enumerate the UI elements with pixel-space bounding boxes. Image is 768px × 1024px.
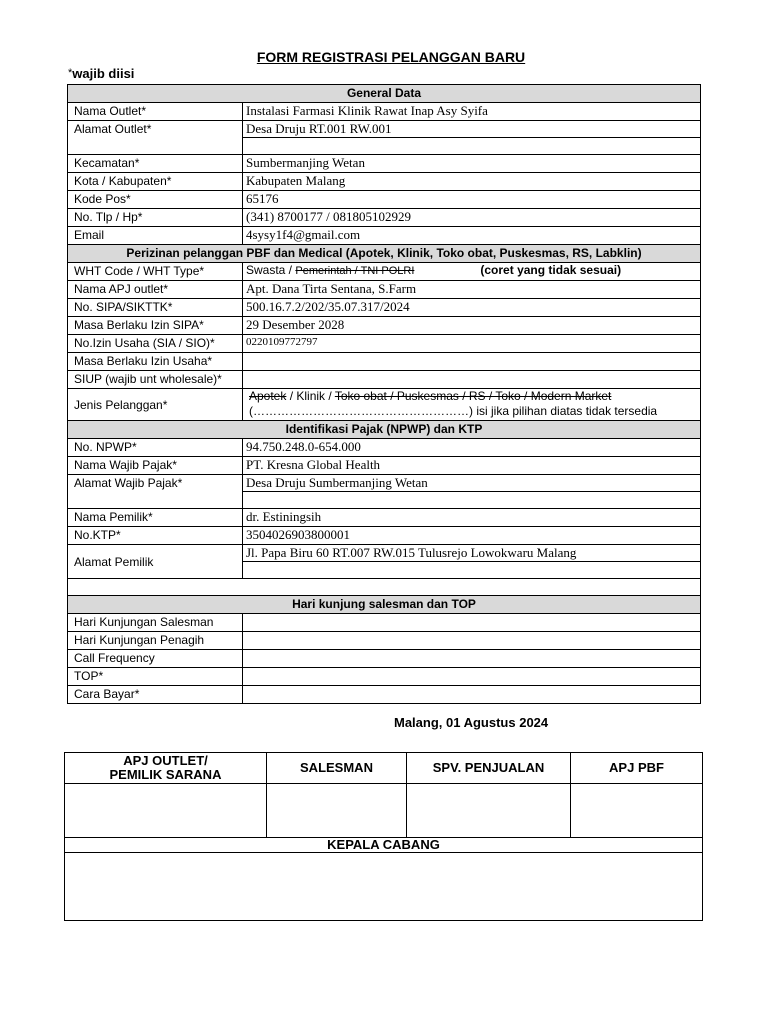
- field-kode-pos[interactable]: 65176: [243, 191, 701, 209]
- row-email: [68, 227, 701, 245]
- field-alamat-outlet[interactable]: Desa Druju RT.001 RW.001: [243, 121, 701, 138]
- field-nama-outlet[interactable]: Instalasi Farmasi Klinik Rawat Inap Asy Syifa: [243, 103, 701, 121]
- label-ktp: No.KTP*: [68, 527, 243, 545]
- field-jenis-pelanggan[interactable]: [243, 389, 701, 421]
- field-wht[interactable]: [243, 263, 701, 281]
- wht-option-pemerintah[interactable]: Pemerintah / TNI POLRI: [295, 265, 415, 277]
- sig-box-salesman[interactable]: [267, 784, 407, 838]
- field-pemilik[interactable]: dr. Estiningsih: [243, 509, 701, 527]
- label-kecamatan: Kecamatan*: [68, 155, 243, 173]
- field-masa-izin[interactable]: [243, 353, 701, 371]
- label-siup: SIUP (wajib unt wholesale)*: [68, 371, 243, 389]
- sig-header-spv: SPV. PENJUALAN: [407, 753, 571, 784]
- label-top: TOP*: [68, 668, 243, 686]
- row-jenis-pelanggan: [68, 389, 701, 421]
- section-perizinan: Perizinan pelanggan PBF dan Medical (Apotek, Klinik, Toko obat, Puskesmas, RS, Labklin): [68, 245, 701, 263]
- label-alamat-wp: Alamat Wajib Pajak*: [68, 475, 243, 509]
- wht-note: (coret yang tidak sesuai): [480, 263, 622, 277]
- row-wht: [68, 263, 701, 281]
- label-call-frequency: Call Frequency: [68, 650, 243, 668]
- label-wajib-pajak: Nama Wajib Pajak*: [68, 457, 243, 475]
- row-cara-bayar: [68, 686, 701, 704]
- field-top[interactable]: [243, 668, 701, 686]
- row-kecamatan: [68, 155, 701, 173]
- field-email[interactable]: 4sysy1f4@gmail.com: [243, 227, 701, 245]
- row-top: [68, 668, 701, 686]
- field-call-frequency[interactable]: [243, 650, 701, 668]
- row-siup: [68, 371, 701, 389]
- label-email: Email: [68, 227, 243, 245]
- label-kode-pos: Kode Pos*: [68, 191, 243, 209]
- field-masa-sipa[interactable]: 29 Desember 2028: [243, 317, 701, 335]
- row-nama-outlet: [68, 103, 701, 121]
- field-sipa[interactable]: 500.16.7.2/202/35.07.317/2024: [243, 299, 701, 317]
- row-masa-izin: [68, 353, 701, 371]
- label-hari-penagih: Hari Kunjungan Penagih: [68, 632, 243, 650]
- field-wajib-pajak[interactable]: PT. Kresna Global Health: [243, 457, 701, 475]
- field-izin-usaha[interactable]: 0220109772797: [243, 335, 701, 353]
- row-alamat-wp: [68, 475, 701, 492]
- sig-header-apj-outlet: [65, 753, 267, 784]
- field-hari-salesman[interactable]: [243, 614, 701, 632]
- field-alamat-pemilik-2[interactable]: [243, 562, 701, 579]
- label-hari-salesman: Hari Kunjungan Salesman: [68, 614, 243, 632]
- sig-apj-outlet-line1: APJ OUTLET/: [123, 753, 208, 768]
- row-spacer: [68, 579, 701, 596]
- sig-header-kepala-cabang: KEPALA CABANG: [65, 838, 703, 853]
- sig-box-apj-pbf[interactable]: [571, 784, 703, 838]
- field-apj[interactable]: Apt. Dana Tirta Sentana, S.Farm: [243, 281, 701, 299]
- jenis-option-apotek[interactable]: Apotek: [249, 389, 287, 403]
- registration-table: [67, 84, 701, 704]
- label-masa-sipa: Masa Berlaku Izin SIPA*: [68, 317, 243, 335]
- row-sipa: [68, 299, 701, 317]
- field-kota[interactable]: Kabupaten Malang: [243, 173, 701, 191]
- row-ktp: [68, 527, 701, 545]
- field-alamat-outlet-2[interactable]: [243, 138, 701, 155]
- row-wajib-pajak: [68, 457, 701, 475]
- field-hari-penagih[interactable]: [243, 632, 701, 650]
- row-kode-pos: [68, 191, 701, 209]
- label-wht: WHT Code / WHT Type*: [68, 263, 243, 281]
- label-alamat-outlet: Alamat Outlet*: [68, 121, 243, 155]
- field-siup[interactable]: [243, 371, 701, 389]
- row-apj: [68, 281, 701, 299]
- row-masa-sipa: [68, 317, 701, 335]
- label-apj: Nama APJ outlet*: [68, 281, 243, 299]
- field-npwp[interactable]: 94.750.248.0-654.000: [243, 439, 701, 457]
- field-alamat-wp[interactable]: Desa Druju Sumbermanjing Wetan: [243, 475, 701, 492]
- label-cara-bayar: Cara Bayar*: [68, 686, 243, 704]
- section-pajak: Identifikasi Pajak (NPWP) dan KTP: [68, 421, 701, 439]
- label-masa-izin: Masa Berlaku Izin Usaha*: [68, 353, 243, 371]
- sig-header-apj-pbf: APJ PBF: [571, 753, 703, 784]
- jenis-option-klinik[interactable]: / Klinik /: [286, 389, 335, 403]
- label-npwp: No. NPWP*: [68, 439, 243, 457]
- field-telp[interactable]: (341) 8700177 / 081805102929: [243, 209, 701, 227]
- row-hari-penagih: [68, 632, 701, 650]
- row-npwp: [68, 439, 701, 457]
- label-alamat-pemilik: Alamat Pemilik: [68, 545, 243, 579]
- label-izin-usaha: No.Izin Usaha (SIA / SIO)*: [68, 335, 243, 353]
- spacer-row: [68, 579, 701, 596]
- sig-box-spv[interactable]: [407, 784, 571, 838]
- label-nama-outlet: Nama Outlet*: [68, 103, 243, 121]
- label-sipa: No. SIPA/SIKTTK*: [68, 299, 243, 317]
- field-ktp[interactable]: 3504026903800001: [243, 527, 701, 545]
- row-call-frequency: [68, 650, 701, 668]
- section-general-data: General Data: [68, 85, 701, 103]
- required-note-text: wajib diisi: [72, 66, 135, 81]
- field-alamat-pemilik[interactable]: Jl. Papa Biru 60 RT.007 RW.015 Tulusrejo Lowokwaru Malang: [243, 545, 701, 562]
- required-note: [68, 66, 134, 81]
- label-kota: Kota / Kabupaten*: [68, 173, 243, 191]
- row-alamat-outlet: [68, 121, 701, 138]
- label-jenis-pelanggan: Jenis Pelanggan*: [68, 389, 243, 421]
- row-telp: [68, 209, 701, 227]
- row-hari-salesman: [68, 614, 701, 632]
- sig-apj-outlet-line2: PEMILIK SARANA: [109, 767, 222, 782]
- row-alamat-pemilik: [68, 545, 701, 562]
- sig-box-kepala-cabang[interactable]: [65, 853, 703, 921]
- jenis-option-lainnya[interactable]: Toko obat / Puskesmas / RS / Toko / Modern Market: [334, 389, 612, 403]
- signature-table: [64, 752, 703, 921]
- wht-option-swasta[interactable]: Swasta /: [246, 263, 293, 277]
- required-star: *: [68, 67, 73, 79]
- label-telp: No. Tlp / Hp*: [68, 209, 243, 227]
- field-cara-bayar[interactable]: [243, 686, 701, 704]
- row-kota: [68, 173, 701, 191]
- label-pemilik: Nama Pemilik*: [68, 509, 243, 527]
- place-date: Malang, 01 Agustus 2024: [394, 715, 549, 730]
- section-kunjungan: Hari kunjung salesman dan TOP: [68, 596, 701, 614]
- jenis-other-line[interactable]: (………………………………………………) isi jika pilihan diatas tidak tersedia: [249, 404, 658, 418]
- sig-box-apj-outlet[interactable]: [65, 784, 267, 838]
- field-kecamatan[interactable]: Sumbermanjing Wetan: [243, 155, 701, 173]
- row-izin-usaha: [68, 335, 701, 353]
- field-alamat-wp-2[interactable]: [243, 492, 701, 509]
- row-pemilik: [68, 509, 701, 527]
- sig-header-salesman: SALESMAN: [267, 753, 407, 784]
- form-title: FORM REGISTRASI PELANGGAN BARU: [256, 49, 526, 65]
